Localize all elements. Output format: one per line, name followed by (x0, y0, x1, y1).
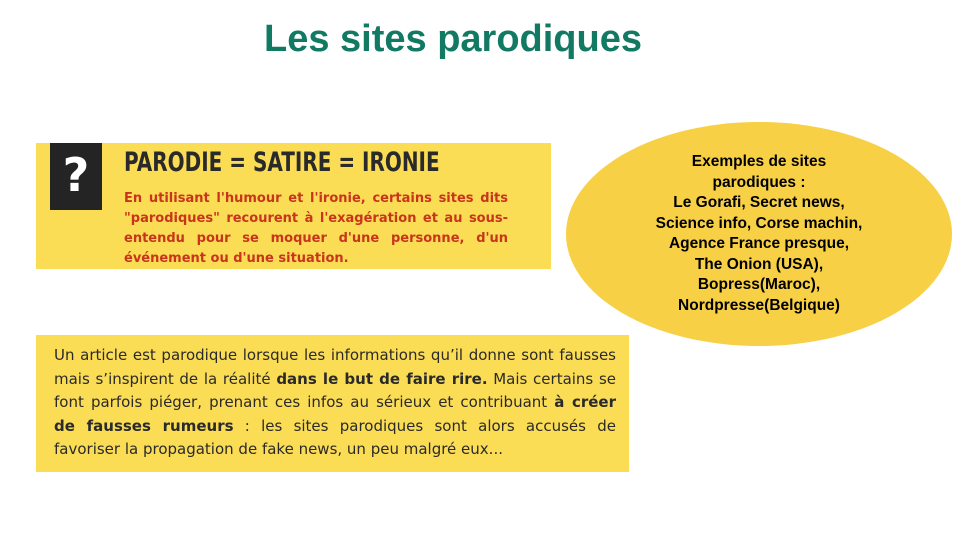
examples-list (619, 152, 899, 316)
examples-line: Nordpresse(Belgique) (678, 296, 840, 314)
examples-line: Exemples de sites (691, 153, 827, 170)
examples-line: The Onion (USA), (694, 255, 824, 273)
info-description: En utilisant l'humour et l'ironie, certains sites dits "parodiques" recourent à l'exagération et au sous-entendu pour se moquer d'une personne, d'un événement ou d'une situation. (124, 191, 508, 266)
examples-line: Science info, Corse machin, (655, 214, 863, 232)
explanation-bold-1: dans le but de faire rire. (276, 369, 488, 388)
question-mark-icon: ? (50, 143, 102, 210)
explanation-paragraph (54, 344, 616, 462)
explanation-text-2: Mais certains se font parfois piéger, prenant ces infos au sérieux et contribuant (54, 369, 616, 411)
examples-ellipse (566, 122, 952, 346)
explanation-text-3: : les sites parodiques sont alors accusés de favoriser la propagation de fake news, un peu malgré eux... (54, 416, 616, 458)
examples-line: Bopress(Maroc), (697, 276, 821, 293)
explanation-bold-2: à créer de fausses rumeurs (54, 393, 616, 435)
examples-line: parodiques : (712, 173, 806, 191)
info-heading: PARODIE = SATIRE = IRONIE (124, 147, 440, 178)
parody-info-box (36, 143, 551, 269)
slide-title: Les sites parodiques (263, 18, 642, 60)
examples-line: Agence France presque, (668, 235, 850, 252)
examples-line: Le Gorafi, Secret news, (673, 194, 845, 211)
explanation-text-1: Un article est parodique lorsque les informations qu’il donne sont fausses mais s’inspirent de la réalité (54, 346, 616, 388)
explanation-box (36, 335, 629, 472)
